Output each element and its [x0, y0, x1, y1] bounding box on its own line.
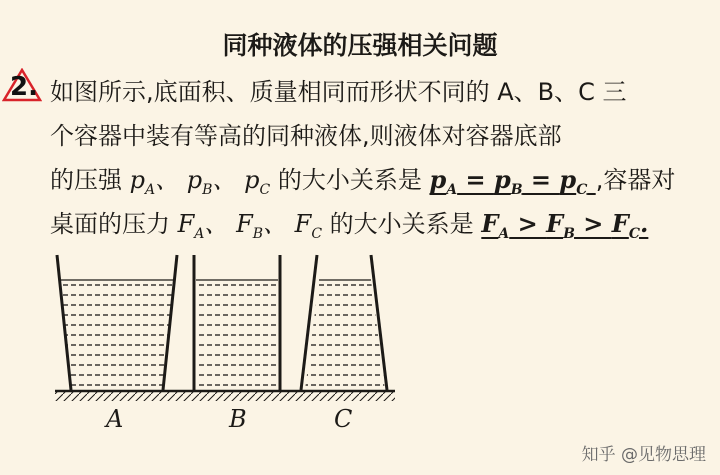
question-number: 2.: [10, 72, 38, 102]
force-symbols: $F_A$、 $F_B$、 $F_C$: [177, 210, 323, 242]
label-a: A: [106, 405, 124, 433]
question-line-1: 如图所示,底面积、质量相同而形状不同的 A、B、C 三: [50, 78, 627, 106]
container-c: [301, 255, 387, 390]
question-line-2: 个容器中装有等高的同种液体,则液体对容器底部: [50, 122, 562, 150]
containers-figure: [55, 250, 395, 425]
force-answer: $F_A > F_B > F_C$.: [481, 209, 649, 242]
container-b: [194, 255, 280, 390]
label-b: B: [229, 405, 247, 433]
question-text: [50, 70, 710, 246]
pressure-symbols: $p_A$、 $p_B$、 $p_C$: [129, 166, 271, 198]
container-a: [57, 255, 177, 390]
question-line-4: 桌面的压力 $F_A$、 $F_B$、 $F_C$ 的大小关系是 $F_A > F_B > F_C$.: [50, 209, 649, 242]
pressure-answer: $p_A = p_B = p_C$: [429, 165, 588, 198]
question-line-3: 的压强 $p_A$、 $p_B$、 $p_C$ 的大小关系是 $p_A = p_B = p_C$ ,容器对: [50, 165, 676, 198]
page-title: 同种液体的压强相关问题: [222, 31, 498, 60]
table-surface: [55, 391, 395, 401]
label-c: C: [334, 405, 353, 433]
watermark: 知乎 @见物思理: [581, 445, 706, 465]
